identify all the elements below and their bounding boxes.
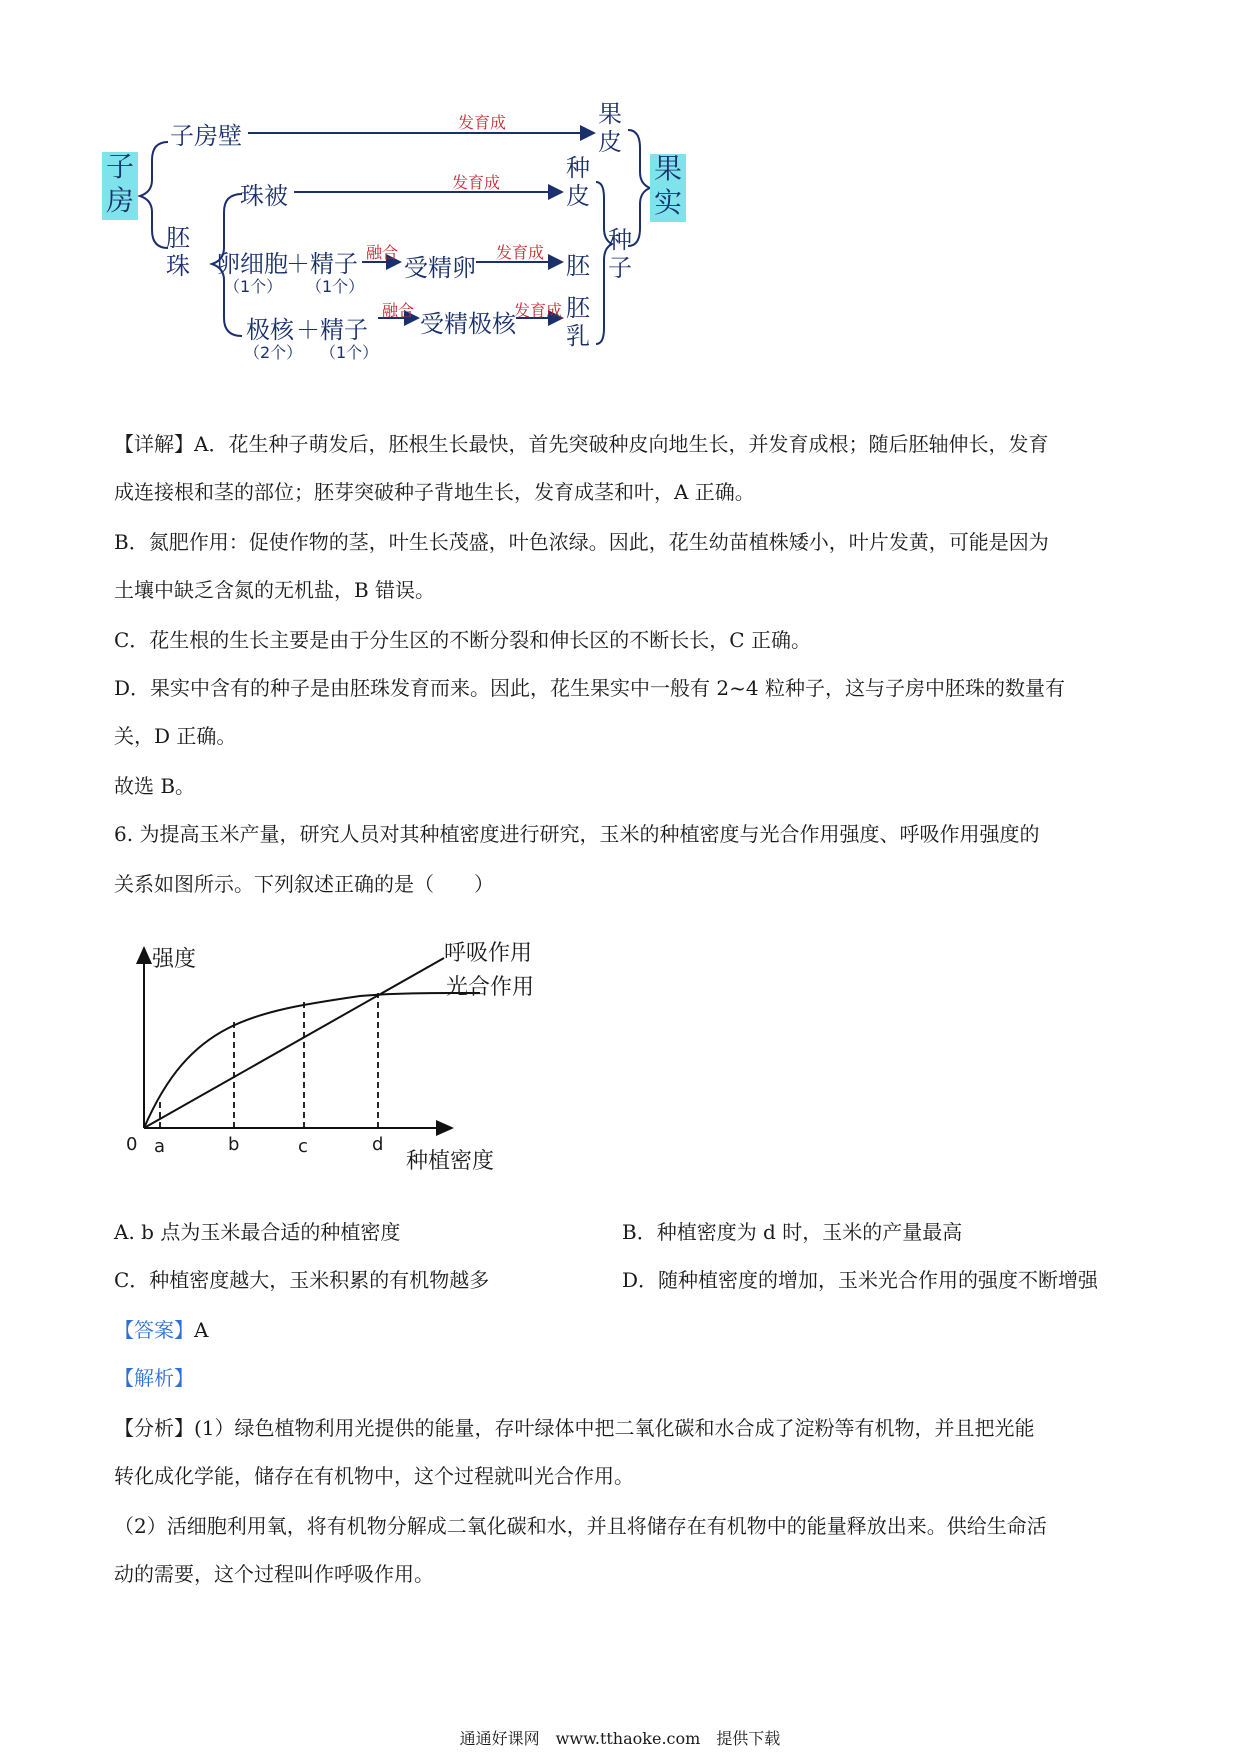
option-b: B．种植密度为 d 时，玉米的产量最高 — [622, 1220, 963, 1244]
analysis-p1-line2: 转化成化学能，储存在有机物中，这个过程就叫光合作用。 — [114, 1464, 634, 1488]
sperm-label-1: 精子 — [310, 250, 358, 278]
fertilized-egg-label: 受精卵 — [404, 254, 476, 282]
embryo-label: 胚 — [566, 252, 590, 280]
seed-coat-label: 种 皮 — [566, 154, 590, 210]
x-axis-label: 种植密度 — [406, 1149, 495, 1174]
seed-label: 种 子 — [608, 226, 632, 282]
detail-c: C．花生根的生长主要是由于分生区的不断分裂和伸长区的不断长长，C 正确。 — [114, 628, 811, 652]
detail-d-line1: D．果实中含有的种子是由胚珠发育而来。因此，花生果实中一般有 2~4 粒种子，这与子房中胚珠的数量有 — [114, 676, 1065, 700]
origin-label: 0 — [126, 1134, 138, 1155]
analysis-p1-line1: 【分析】(1）绿色植物利用光提供的能量，存叶绿体中把二氧化碳和水合成了淀粉等有机物，并且把光能 — [114, 1416, 1035, 1440]
answer-label: 【答案】 — [114, 1318, 194, 1342]
fuse-label-2: 融合 — [382, 301, 415, 320]
detail-a-line1: 【详解】A．花生种子萌发后，胚根生长最快，首先突破种皮向地生长，并发育成根；随后胚轴伸长，发育 — [114, 432, 1049, 456]
fuse-label-1: 融合 — [366, 243, 399, 262]
fruit-label: 果 实 — [653, 152, 682, 219]
fruit-development-diagram — [100, 100, 800, 400]
x-tick-b: b — [228, 1134, 240, 1155]
integument-label: 珠被 — [240, 182, 288, 210]
detail-b-line1: B．氮肥作用：促使作物的茎，叶生长茂盛，叶色浓绿。因此，花生幼苗植株矮小，叶片发黄，可能是因为 — [114, 530, 1049, 554]
egg-cell-label: 卵细胞 — [216, 250, 288, 278]
footer: 通通好课网 www.tthaoke.com 提供下载 — [459, 1729, 781, 1748]
sperm-label-2: 精子 — [320, 316, 368, 344]
ovary-brace — [140, 142, 168, 248]
detail-a-line2: 成连接根和茎的部位；胚芽突破种子背地生长，发育成茎和叶，A 正确。 — [114, 480, 755, 504]
polar-nuclei-label: 极核 — [246, 316, 294, 344]
x-tick-d: d — [372, 1134, 384, 1155]
fertilized-polar-label: 受精极核 — [420, 310, 516, 338]
plus-sign-2: ＋ — [296, 316, 320, 344]
density-chart — [120, 930, 560, 1174]
x-tick-a: a — [154, 1136, 166, 1157]
egg-count: （1个） — [224, 277, 283, 296]
analysis-label: 【解析】 — [114, 1366, 194, 1390]
detail-b-line2: 土壤中缺乏含氮的无机盐，B 错误。 — [114, 578, 436, 602]
plus-sign-1: ＋ — [286, 250, 310, 278]
sperm-count-2: （1个） — [320, 343, 379, 362]
question-6-line2: 关系如图所示。下列叙述正确的是（ ） — [114, 872, 494, 896]
option-c: C．种植密度越大，玉米积累的有机物越多 — [114, 1268, 490, 1292]
develop-label-2: 发育成 — [452, 173, 501, 192]
develop-label-4: 发育成 — [514, 301, 563, 320]
option-d: D．随种植密度的增加，玉米光合作用的强度不断增强 — [622, 1268, 1099, 1292]
respiration-label: 呼吸作用 — [444, 941, 533, 966]
photosynthesis-label: 光合作用 — [446, 975, 535, 1000]
detail-d-line2: 关，D 正确。 — [114, 724, 237, 748]
sperm-count-1: （1个） — [306, 277, 365, 296]
answer-line — [114, 1316, 1130, 1344]
analysis-p2-line1: （2）活细胞利用氧，将有机物分解成二氧化碳和水，并且将储存在有机物中的能量释放出来。供给生命活 — [114, 1514, 1047, 1538]
answer-value: A — [194, 1318, 209, 1342]
analysis-p2-line2: 动的需要，这个过程叫作呼吸作用。 — [114, 1562, 434, 1586]
develop-label-3: 发育成 — [496, 243, 545, 262]
ovary-label: 子 房 — [105, 150, 134, 217]
pericarp-label: 果 皮 — [598, 100, 622, 156]
ovule-label: 胚 珠 — [166, 224, 190, 280]
develop-label-1: 发育成 — [458, 113, 507, 132]
choose-line: 故选 B。 — [114, 774, 196, 798]
x-tick-c: c — [298, 1136, 308, 1157]
y-axis-label: 强度 — [152, 947, 197, 972]
endosperm-label: 胚 乳 — [566, 294, 590, 350]
ovary-wall-label: 子房壁 — [170, 122, 242, 150]
photosynthesis-curve — [144, 993, 480, 1128]
polar-count: （2个） — [244, 343, 303, 362]
question-6-line1: 6. 为提高玉米产量，研究人员对其种植密度进行研究，玉米的种植密度与光合作用强度、呼吸作用强度的 — [114, 822, 1040, 846]
respiration-line — [144, 958, 444, 1128]
option-a: A. b 点为玉米最合适的种植密度 — [114, 1220, 401, 1244]
